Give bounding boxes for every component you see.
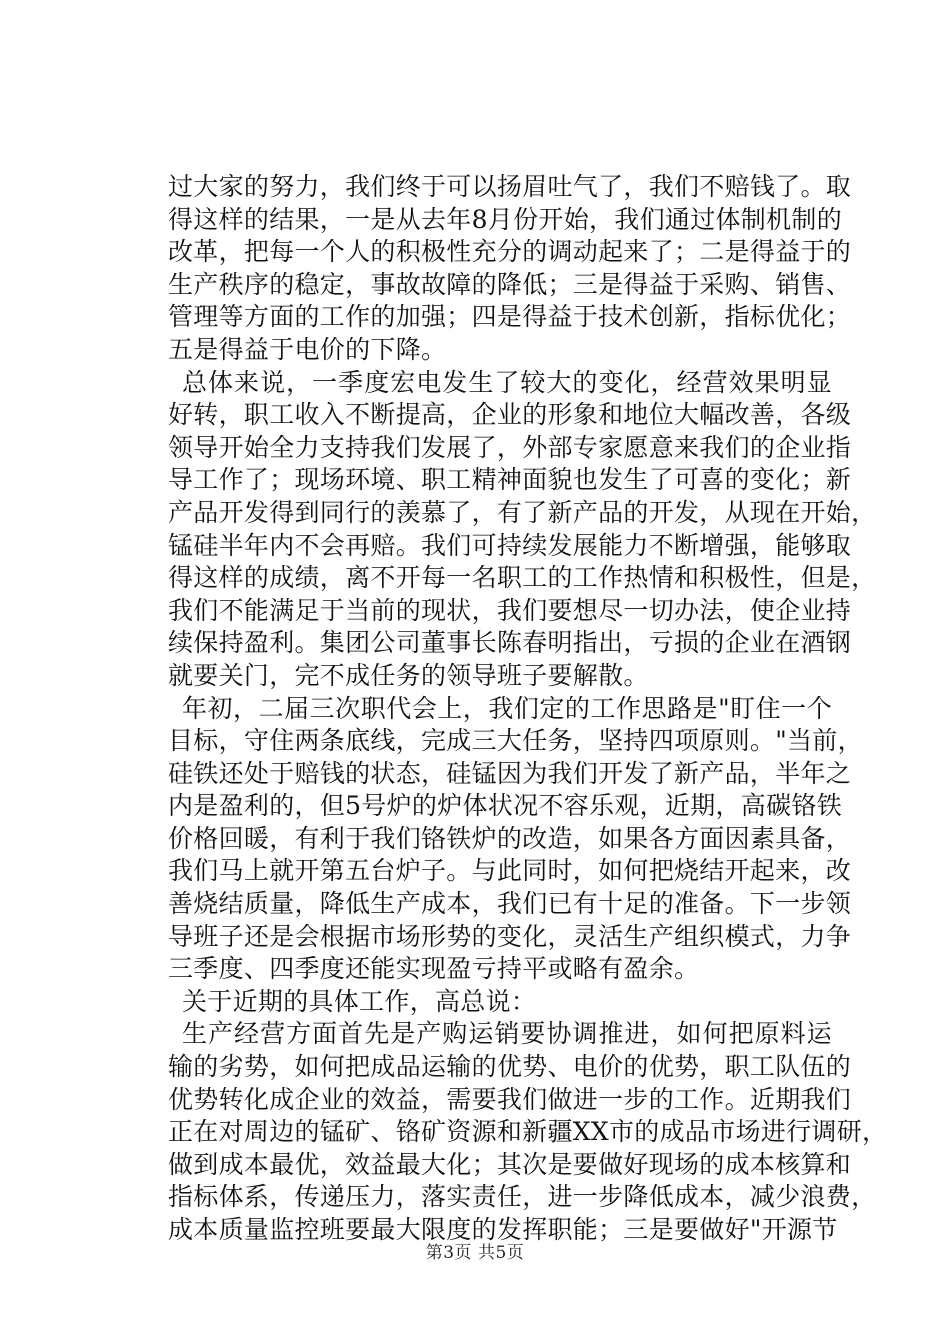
- text-line: 好转，职工收入不断提高，企业的形象和地位大幅改善，各级: [168, 400, 852, 430]
- text-line: 善烧结质量，降低生产成本，我们已有十足的准备。下一步领: [168, 889, 852, 919]
- paragraph-first-line: 关于近期的具体工作，高总说：: [182, 986, 537, 1016]
- text-line: 指标体系，传递压力，落实责任，进一步降低成本，减少浪费，: [168, 1182, 877, 1212]
- body-text: [168, 171, 888, 1247]
- text-line: 五是得益于电价的下降。: [168, 334, 447, 364]
- text-line: 内是盈利的，但5号炉的炉体状况不容乐观，近期，高碳铬铁: [168, 791, 843, 821]
- paragraph-first-line: 总体来说，一季度宏电发生了较大的变化，经营效果明显: [182, 367, 832, 397]
- text-line: 输的劣势，如何把成品运输的优势、电价的优势，职工队伍的: [168, 1052, 852, 1082]
- text-line: 领导开始全力支持我们发展了，外部专家愿意来我们的企业指: [168, 432, 852, 462]
- page-number-footer: 第3页 共5页: [425, 1243, 525, 1263]
- text-line: 锰硅半年内不会再赔。我们可持续发展能力不断增强，能够取: [168, 530, 852, 560]
- paragraph-first-line: 生产经营方面首先是产购运销要协调推进，如何把原料运: [182, 1019, 832, 1049]
- text-line: 改革，把每一个人的积极性充分的调动起来了；二是得益于的: [168, 237, 852, 267]
- text-line: 就要关门，完不成任务的领导班子要解散。: [168, 660, 649, 690]
- text-line: 过大家的努力，我们终于可以扬眉吐气了，我们不赔钱了。取: [168, 172, 852, 201]
- text-line: 硅铁还处于赔钱的状态，硅锰因为我们开发了新产品，半年之: [168, 758, 852, 788]
- text-line: 导班子还是会根据市场形势的变化，灵活生产组织模式，力争: [168, 921, 852, 951]
- text-line: 产品开发得到同行的羡慕了，有了新产品的开发，从现在开始，: [168, 497, 877, 527]
- text-line: 我们不能满足于当前的现状，我们要想尽一切办法，使企业持: [168, 595, 852, 625]
- text-line: 成本质量监控班要最大限度的发挥职能；三是要做好"开源节: [168, 1215, 838, 1244]
- text-line: 得这样的结果，一是从去年8月份开始，我们通过体制机制的: [168, 204, 843, 234]
- text-line: 生产秩序的稳定，事故故障的降低；三是得益于采购、销售、: [168, 269, 852, 299]
- text-line: 三季度、四季度还能实现盈亏持平或略有盈余。: [168, 954, 700, 984]
- text-line: 目标，守住两条底线，完成三大任务，坚持四项原则。"当前，: [168, 726, 863, 756]
- text-line: 我们马上就开第五台炉子。与此同时，如何把烧结开起来，改: [168, 856, 852, 886]
- text-line: 价格回暖，有利于我们铬铁炉的改造，如果各方面因素具备，: [168, 823, 852, 853]
- text-line: 管理等方面的工作的加强；四是得益于技术创新，指标优化；: [168, 302, 852, 332]
- text-line: 得这样的成绩，离不开每一名职工的工作热情和积极性，但是，: [168, 563, 877, 593]
- text-line: 导工作了；现场环境、职工精神面貌也发生了可喜的变化；新: [168, 465, 852, 495]
- text-line: 优势转化成企业的效益，需要我们做进一步的工作。近期我们: [168, 1084, 852, 1114]
- text-line: 做到成本最优，效益最大化；其次是要做好现场的成本核算和: [168, 1149, 852, 1179]
- text-line: 正在对周边的锰矿、铬矿资源和新疆XX市的成品市场进行调研，: [168, 1117, 888, 1147]
- paragraph-first-line: 年初，二届三次职代会上，我们定的工作思路是"盯住一个: [182, 693, 832, 723]
- text-line: 续保持盈利。集团公司董事长陈春明指出，亏损的企业在酒钢: [168, 628, 852, 658]
